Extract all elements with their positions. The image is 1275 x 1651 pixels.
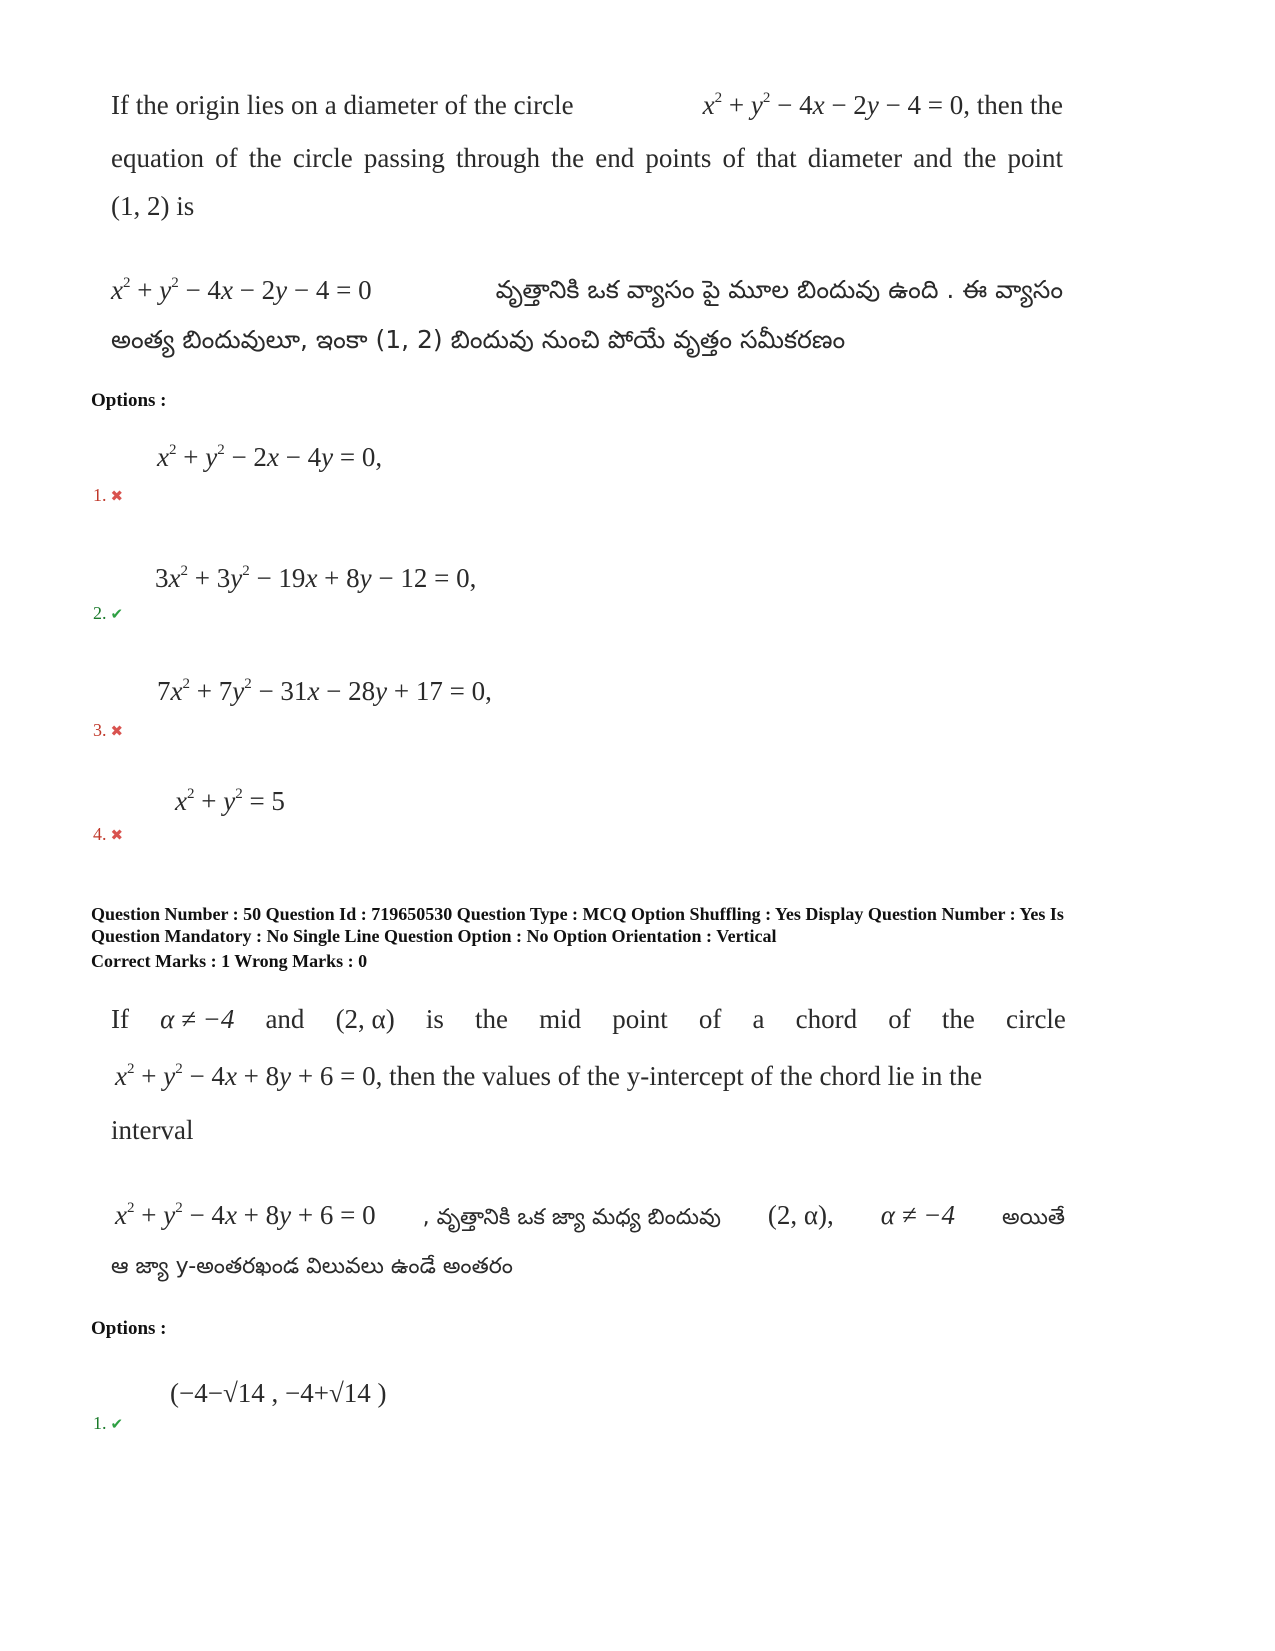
q49-options-label: Options : (91, 390, 167, 411)
q49-option-3-number: 3. ✖ (93, 720, 124, 740)
q50-text-line2: $x^2 + y^2 - 4x + 8y + 6 = 0$, then the values of the y-intercept of the chord lie in the (115, 1061, 983, 1091)
correct-check-icon: ✔ (110, 1415, 124, 1433)
wrong-mark-icon: ✖ (110, 826, 124, 844)
q50-meta-line2: Question Mandatory : No Single Line Question Option : No Option Orientation : Vertical (91, 926, 777, 946)
q50-telugu-line1: $x^2 + y^2 - 4x + 8y + 6 = 0$ , వృత్తానికి ఒక జ్యా మధ్య బిందువు (2, α), α ≠ −4 అయితే (115, 1200, 1065, 1230)
q50-options-label: Options : (91, 1318, 167, 1339)
q49-text-line3: (1, 2) is (111, 191, 195, 221)
q49-option-4-equation: $x^2 + y^2 = 5$ (175, 786, 285, 816)
q50-telugu-line2: ఆ జ్యా y-అంతరఖండ విలువలు ఉండే అంతరం (111, 1254, 513, 1279)
q49-telugu-line2: అంత్య బిందువులూ, ఇంకా (1, 2) బిందువు నుంచి పోయే వృత్తం సమీకరణం (111, 325, 846, 354)
wrong-mark-icon: ✖ (110, 722, 124, 740)
q49-telugu-line1: $x^2 + y^2 - 4x - 2y - 4 = 0$ వృత్తానికి ఒక వ్యాసం పై మూల బిందువు ఉంది . ఈ వ్యాసం (111, 275, 1063, 305)
q50-text-line1: If α ≠ −4 and (2, α) is the mid point of a chord of the circle (111, 1004, 1066, 1034)
q50-marks: Correct Marks : 1 Wrong Marks : 0 (91, 951, 368, 971)
q49-option-1-number: 1. ✖ (93, 485, 124, 505)
q49-option-2-equation: $3x^2 + 3y^2 - 19x + 8y - 12 = 0$, (155, 563, 477, 593)
q49-text-line2: equation of the circle passing through the end points of that diameter and the point (111, 143, 1063, 173)
q50-option-1-number: 1. ✔ (93, 1413, 124, 1433)
q50-meta-line1: Question Number : 50 Question Id : 719650530 Question Type : MCQ Option Shuffling : Yes Display Question Number : Yes Is (91, 904, 1064, 924)
wrong-mark-icon: ✖ (110, 487, 124, 505)
q50-text-line3: interval (111, 1115, 194, 1145)
q50-option-1-equation: (−4−√14 , −4+√14 ) (170, 1378, 387, 1408)
q49-option-2-number: 2. ✔ (93, 603, 124, 623)
correct-check-icon: ✔ (110, 605, 124, 623)
q50-meta (91, 903, 1131, 947)
q49-option-4-number: 4. ✖ (93, 824, 124, 844)
q49-option-1-equation: $x^2 + y^2 - 2x - 4y = 0$, (157, 442, 383, 472)
q49-text-line1: If the origin lies on a diameter of the circle $x^2 + y^2 - 4x - 2y - 4 = 0$, then the (111, 90, 1063, 120)
q49-option-3-equation: $7x^2 + 7y^2 - 31x - 28y + 17 = 0$, (157, 676, 492, 706)
